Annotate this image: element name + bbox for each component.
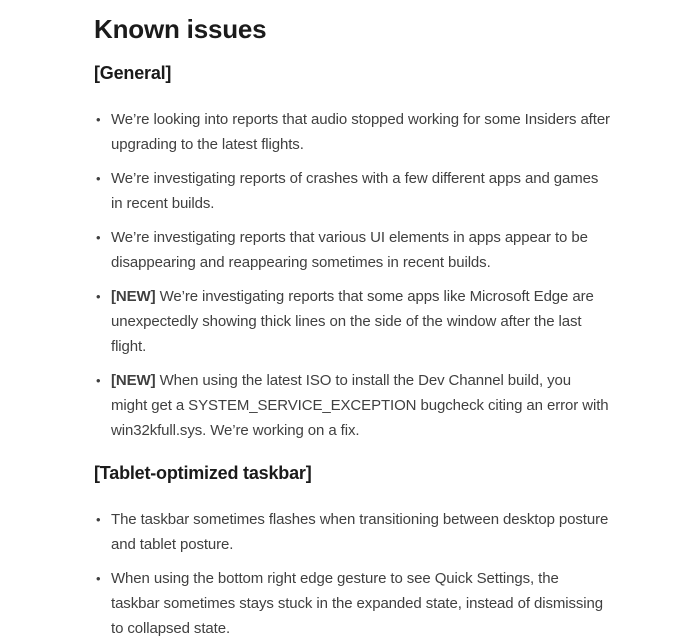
bullet-icon: •: [96, 570, 101, 586]
item-text: The taskbar sometimes flashes when transitioning between desktop posture and tablet posture.: [111, 510, 609, 553]
item-text: We’re looking into reports that audio stopped working for some Insiders after upgrading to the latest flights.: [111, 110, 610, 153]
item-text: We’re investigating reports that various UI elements in apps appear to be disappearing and reappearing sometimes in recent builds.: [111, 228, 588, 271]
list-item: [94, 284, 610, 359]
bullet-icon: •: [96, 229, 101, 245]
section-general: [94, 61, 622, 443]
bullet-icon: •: [96, 511, 101, 527]
bullet-icon: •: [96, 288, 101, 304]
list-item: [94, 166, 610, 216]
item-text: When using the bottom right edge gesture to see Quick Settings, the taskbar sometimes stays stuck in the expanded state, instead of dismissing to collapsed state.: [111, 569, 604, 637]
list-item: [94, 507, 610, 557]
page-title: Known issues: [94, 14, 267, 44]
list-item: [94, 566, 610, 641]
new-badge: [NEW]: [111, 287, 156, 305]
list-item: [94, 107, 610, 157]
section-heading: [General]: [94, 62, 172, 83]
list-item: [94, 225, 610, 275]
item-text: We’re investigating reports of crashes with a few different apps and games in recent builds.: [111, 169, 599, 212]
item-text: We’re investigating reports that some apps like Microsoft Edge are unexpectedly showing thick lines on the side of the window after the last flight.: [111, 287, 594, 355]
section-heading: [Tablet-optimized taskbar]: [94, 462, 312, 483]
bullet-icon: •: [96, 111, 101, 127]
bullet-icon: •: [96, 372, 101, 388]
bullet-icon: •: [96, 170, 101, 186]
issue-list: [94, 107, 610, 443]
new-badge: [NEW]: [111, 371, 156, 389]
issue-list: [94, 507, 610, 641]
section-tablet-taskbar: [94, 461, 622, 641]
list-item: [94, 368, 610, 443]
item-text: When using the latest ISO to install the Dev Channel build, you might get a SYSTEM_SERVICE_EXCEPTION bugcheck citing an error with win32kfull.sys. We’re working on a fix.: [111, 371, 609, 439]
